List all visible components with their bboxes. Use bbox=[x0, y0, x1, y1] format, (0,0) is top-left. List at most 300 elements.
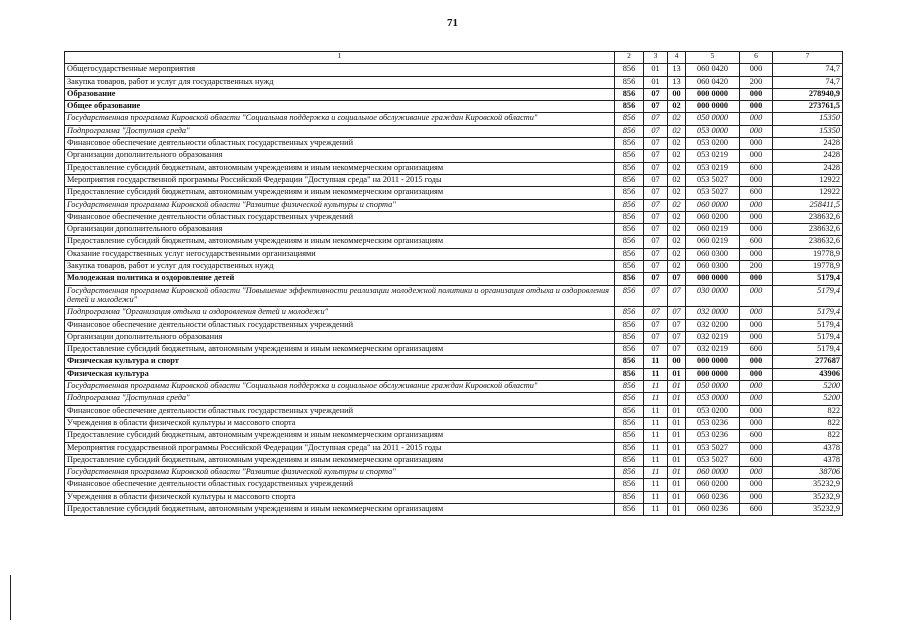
ministry-code-cell: 856 bbox=[615, 211, 644, 223]
ministry-code-cell: 856 bbox=[615, 88, 644, 100]
subsection-code-cell: 02 bbox=[668, 138, 686, 150]
table-row bbox=[65, 199, 843, 211]
section-code-cell: 07 bbox=[644, 211, 668, 223]
expense-name-cell: Подпрограмма "Организация отдыха и оздоровления детей и молодежи" bbox=[65, 307, 615, 319]
section-code-cell: 07 bbox=[644, 125, 668, 137]
target-item-cell: 000 0000 bbox=[686, 101, 740, 113]
subsection-code-cell: 07 bbox=[668, 319, 686, 331]
target-item-cell: 060 0219 bbox=[686, 236, 740, 248]
target-item-cell: 050 0000 bbox=[686, 381, 740, 393]
target-item-cell: 000 0000 bbox=[686, 356, 740, 368]
header-cell: 3 bbox=[644, 52, 668, 64]
subsection-code-cell: 02 bbox=[668, 236, 686, 248]
section-code-cell: 11 bbox=[644, 356, 668, 368]
section-code-cell: 07 bbox=[644, 285, 668, 307]
expense-type-cell: 000 bbox=[740, 331, 773, 343]
expense-name-cell: Финансовое обеспечение деятельности областных государственных учреждений bbox=[65, 211, 615, 223]
amount-cell: 19778,9 bbox=[773, 261, 843, 273]
target-item-cell: 053 0000 bbox=[686, 393, 740, 405]
expense-name-cell: Учреждения в области физической культуры и массового спорта bbox=[65, 491, 615, 503]
target-item-cell: 060 0200 bbox=[686, 479, 740, 491]
expense-name-cell: Физическая культура и спорт bbox=[65, 356, 615, 368]
subsection-code-cell: 00 bbox=[668, 356, 686, 368]
table-row bbox=[65, 479, 843, 491]
section-code-cell: 07 bbox=[644, 273, 668, 285]
amount-cell: 4378 bbox=[773, 442, 843, 454]
target-item-cell: 060 0236 bbox=[686, 491, 740, 503]
amount-cell: 822 bbox=[773, 430, 843, 442]
subsection-code-cell: 02 bbox=[668, 211, 686, 223]
amount-cell: 5179,4 bbox=[773, 285, 843, 307]
amount-cell: 822 bbox=[773, 405, 843, 417]
margin-mark bbox=[10, 575, 11, 620]
target-item-cell: 053 5027 bbox=[686, 454, 740, 466]
expense-name-cell: Финансовое обеспечение деятельности областных государственных учреждений bbox=[65, 138, 615, 150]
target-item-cell: 053 0219 bbox=[686, 162, 740, 174]
expense-type-cell: 200 bbox=[740, 76, 773, 88]
expense-name-cell: Физическая культура bbox=[65, 368, 615, 380]
subsection-code-cell: 00 bbox=[668, 88, 686, 100]
subsection-code-cell: 13 bbox=[668, 76, 686, 88]
expense-name-cell: Государственная программа Кировской области "Социальная поддержка и социальное обслуживание граждан Кировской области" bbox=[65, 381, 615, 393]
amount-cell: 38706 bbox=[773, 467, 843, 479]
target-item-cell: 053 5027 bbox=[686, 174, 740, 186]
subsection-code-cell: 02 bbox=[668, 150, 686, 162]
ministry-code-cell: 856 bbox=[615, 430, 644, 442]
ministry-code-cell: 856 bbox=[615, 162, 644, 174]
section-code-cell: 07 bbox=[644, 199, 668, 211]
expense-type-cell: 000 bbox=[740, 491, 773, 503]
table-row bbox=[65, 356, 843, 368]
subsection-code-cell: 01 bbox=[668, 491, 686, 503]
target-item-cell: 053 0200 bbox=[686, 405, 740, 417]
target-item-cell: 032 0000 bbox=[686, 307, 740, 319]
amount-cell: 35232,9 bbox=[773, 503, 843, 515]
target-item-cell: 032 0219 bbox=[686, 331, 740, 343]
section-code-cell: 07 bbox=[644, 261, 668, 273]
table-row bbox=[65, 381, 843, 393]
amount-cell: 74,7 bbox=[773, 64, 843, 76]
target-item-cell: 000 0000 bbox=[686, 273, 740, 285]
section-code-cell: 07 bbox=[644, 174, 668, 186]
target-item-cell: 060 0000 bbox=[686, 199, 740, 211]
ministry-code-cell: 856 bbox=[615, 491, 644, 503]
expense-type-cell: 600 bbox=[740, 187, 773, 199]
amount-cell: 5179,4 bbox=[773, 307, 843, 319]
expense-name-cell: Предоставление субсидий бюджетным, автономным учреждениям и иным некоммерческим организациям bbox=[65, 187, 615, 199]
amount-cell: 15350 bbox=[773, 125, 843, 137]
section-code-cell: 07 bbox=[644, 150, 668, 162]
ministry-code-cell: 856 bbox=[615, 101, 644, 113]
section-code-cell: 11 bbox=[644, 442, 668, 454]
expense-name-cell: Финансовое обеспечение деятельности областных государственных учреждений bbox=[65, 405, 615, 417]
ministry-code-cell: 856 bbox=[615, 331, 644, 343]
target-item-cell: 053 5027 bbox=[686, 442, 740, 454]
expense-type-cell: 000 bbox=[740, 64, 773, 76]
table-row bbox=[65, 162, 843, 174]
expense-name-cell: Организации дополнительного образования bbox=[65, 331, 615, 343]
table-row bbox=[65, 125, 843, 137]
table-row bbox=[65, 150, 843, 162]
table-row bbox=[65, 174, 843, 186]
table-row bbox=[65, 467, 843, 479]
table-row bbox=[65, 211, 843, 223]
expense-name-cell: Общее образование bbox=[65, 101, 615, 113]
section-code-cell: 11 bbox=[644, 381, 668, 393]
amount-cell: 35232,9 bbox=[773, 491, 843, 503]
expense-type-cell: 000 bbox=[740, 138, 773, 150]
subsection-code-cell: 07 bbox=[668, 344, 686, 356]
amount-cell: 43906 bbox=[773, 368, 843, 380]
expense-name-cell: Государственная программа Кировской области "Повышение эффективности реализации молодежной политики и организация отдыха и оздоровления детей и молодежи" bbox=[65, 285, 615, 307]
header-cell: 4 bbox=[668, 52, 686, 64]
expense-name-cell: Финансовое обеспечение деятельности областных государственных учреждений bbox=[65, 319, 615, 331]
expense-type-cell: 000 bbox=[740, 150, 773, 162]
section-code-cell: 11 bbox=[644, 454, 668, 466]
amount-cell: 822 bbox=[773, 417, 843, 429]
ministry-code-cell: 856 bbox=[615, 174, 644, 186]
expense-name-cell: Предоставление субсидий бюджетным, автономным учреждениям и иным некоммерческим организациям bbox=[65, 503, 615, 515]
table-row bbox=[65, 454, 843, 466]
column-number-header bbox=[65, 52, 843, 64]
amount-cell: 273761,5 bbox=[773, 101, 843, 113]
expense-name-cell: Мероприятия государственной программы Российской Федерации "Доступная среда" на 2011 - 2015 годы bbox=[65, 442, 615, 454]
section-code-cell: 07 bbox=[644, 236, 668, 248]
subsection-code-cell: 02 bbox=[668, 224, 686, 236]
table-row bbox=[65, 344, 843, 356]
ministry-code-cell: 856 bbox=[615, 442, 644, 454]
expense-type-cell: 000 bbox=[740, 285, 773, 307]
section-code-cell: 07 bbox=[644, 331, 668, 343]
amount-cell: 12922 bbox=[773, 187, 843, 199]
expense-type-cell: 000 bbox=[740, 211, 773, 223]
ministry-code-cell: 856 bbox=[615, 467, 644, 479]
expense-type-cell: 000 bbox=[740, 442, 773, 454]
amount-cell: 2428 bbox=[773, 138, 843, 150]
amount-cell: 74,7 bbox=[773, 76, 843, 88]
expense-type-cell: 000 bbox=[740, 479, 773, 491]
table-row bbox=[65, 503, 843, 515]
amount-cell: 5200 bbox=[773, 393, 843, 405]
expense-type-cell: 000 bbox=[740, 467, 773, 479]
ministry-code-cell: 856 bbox=[615, 64, 644, 76]
amount-cell: 277687 bbox=[773, 356, 843, 368]
ministry-code-cell: 856 bbox=[615, 405, 644, 417]
expense-name-cell: Государственная программа Кировской области "Развитие физической культуры и спорта" bbox=[65, 199, 615, 211]
table-row bbox=[65, 224, 843, 236]
expense-type-cell: 600 bbox=[740, 162, 773, 174]
amount-cell: 5200 bbox=[773, 381, 843, 393]
amount-cell: 5179,4 bbox=[773, 331, 843, 343]
expense-type-cell: 000 bbox=[740, 273, 773, 285]
amount-cell: 238632,6 bbox=[773, 224, 843, 236]
expense-type-cell: 000 bbox=[740, 125, 773, 137]
expense-name-cell: Организации дополнительного образования bbox=[65, 224, 615, 236]
amount-cell: 5179,4 bbox=[773, 319, 843, 331]
amount-cell: 5179,4 bbox=[773, 273, 843, 285]
expense-name-cell: Учреждения в области физической культуры и массового спорта bbox=[65, 417, 615, 429]
expense-name-cell: Финансовое обеспечение деятельности областных государственных учреждений bbox=[65, 479, 615, 491]
page-number: 71 bbox=[447, 17, 458, 29]
header-cell: 7 bbox=[773, 52, 843, 64]
target-item-cell: 053 0236 bbox=[686, 430, 740, 442]
target-item-cell: 053 0219 bbox=[686, 150, 740, 162]
target-item-cell: 032 0219 bbox=[686, 344, 740, 356]
subsection-code-cell: 02 bbox=[668, 113, 686, 125]
section-code-cell: 11 bbox=[644, 417, 668, 429]
expense-type-cell: 200 bbox=[740, 261, 773, 273]
section-code-cell: 07 bbox=[644, 162, 668, 174]
table-row bbox=[65, 248, 843, 260]
section-code-cell: 11 bbox=[644, 467, 668, 479]
ministry-code-cell: 856 bbox=[615, 368, 644, 380]
target-item-cell: 000 0000 bbox=[686, 88, 740, 100]
ministry-code-cell: 856 bbox=[615, 479, 644, 491]
expense-type-cell: 600 bbox=[740, 344, 773, 356]
ministry-code-cell: 856 bbox=[615, 273, 644, 285]
target-item-cell: 030 0000 bbox=[686, 285, 740, 307]
expense-name-cell: Предоставление субсидий бюджетным, автономным учреждениям и иным некоммерческим организациям bbox=[65, 162, 615, 174]
subsection-code-cell: 01 bbox=[668, 405, 686, 417]
target-item-cell: 060 0236 bbox=[686, 503, 740, 515]
subsection-code-cell: 01 bbox=[668, 430, 686, 442]
ministry-code-cell: 856 bbox=[615, 285, 644, 307]
expense-name-cell: Молодежная политика и оздоровление детей bbox=[65, 273, 615, 285]
section-code-cell: 01 bbox=[644, 76, 668, 88]
expense-name-cell: Организации дополнительного образования bbox=[65, 150, 615, 162]
expense-type-cell: 000 bbox=[740, 101, 773, 113]
expense-name-cell: Государственная программа Кировской области "Социальная поддержка и социальное обслуживание граждан Кировской области" bbox=[65, 113, 615, 125]
ministry-code-cell: 856 bbox=[615, 248, 644, 260]
subsection-code-cell: 07 bbox=[668, 285, 686, 307]
expense-name-cell: Подпрограмма "Доступная среда" bbox=[65, 125, 615, 137]
section-code-cell: 11 bbox=[644, 405, 668, 417]
expense-type-cell: 600 bbox=[740, 236, 773, 248]
target-item-cell: 060 0300 bbox=[686, 248, 740, 260]
expense-type-cell: 000 bbox=[740, 381, 773, 393]
section-code-cell: 07 bbox=[644, 224, 668, 236]
section-code-cell: 11 bbox=[644, 368, 668, 380]
target-item-cell: 032 0200 bbox=[686, 319, 740, 331]
table-row bbox=[65, 273, 843, 285]
expense-type-cell: 000 bbox=[740, 113, 773, 125]
ministry-code-cell: 856 bbox=[615, 381, 644, 393]
target-item-cell: 060 0219 bbox=[686, 224, 740, 236]
section-code-cell: 07 bbox=[644, 88, 668, 100]
target-item-cell: 053 0000 bbox=[686, 125, 740, 137]
table-row bbox=[65, 76, 843, 88]
target-item-cell: 060 0420 bbox=[686, 64, 740, 76]
subsection-code-cell: 01 bbox=[668, 442, 686, 454]
budget-table bbox=[64, 51, 843, 516]
ministry-code-cell: 856 bbox=[615, 307, 644, 319]
subsection-code-cell: 01 bbox=[668, 503, 686, 515]
table-row bbox=[65, 491, 843, 503]
table-row bbox=[65, 88, 843, 100]
target-item-cell: 060 0200 bbox=[686, 211, 740, 223]
expense-name-cell: Закупка товаров, работ и услуг для государственных нужд bbox=[65, 261, 615, 273]
section-code-cell: 07 bbox=[644, 101, 668, 113]
table-row bbox=[65, 64, 843, 76]
expense-type-cell: 600 bbox=[740, 503, 773, 515]
ministry-code-cell: 856 bbox=[615, 393, 644, 405]
table-row bbox=[65, 430, 843, 442]
subsection-code-cell: 02 bbox=[668, 101, 686, 113]
subsection-code-cell: 02 bbox=[668, 248, 686, 260]
expense-name-cell: Предоставление субсидий бюджетным, автономным учреждениям и иным некоммерческим организациям bbox=[65, 454, 615, 466]
ministry-code-cell: 856 bbox=[615, 319, 644, 331]
target-item-cell: 000 0000 bbox=[686, 368, 740, 380]
ministry-code-cell: 856 bbox=[615, 187, 644, 199]
target-item-cell: 060 0300 bbox=[686, 261, 740, 273]
subsection-code-cell: 02 bbox=[668, 125, 686, 137]
expense-name-cell: Государственная программа Кировской области "Развитие физической культуры и спорта" bbox=[65, 467, 615, 479]
table-row bbox=[65, 187, 843, 199]
subsection-code-cell: 01 bbox=[668, 467, 686, 479]
header-cell: 6 bbox=[740, 52, 773, 64]
table-row bbox=[65, 319, 843, 331]
section-code-cell: 11 bbox=[644, 491, 668, 503]
subsection-code-cell: 02 bbox=[668, 199, 686, 211]
amount-cell: 238632,6 bbox=[773, 236, 843, 248]
section-code-cell: 11 bbox=[644, 503, 668, 515]
table-row bbox=[65, 101, 843, 113]
ministry-code-cell: 856 bbox=[615, 344, 644, 356]
section-code-cell: 07 bbox=[644, 319, 668, 331]
expense-name-cell: Подпрограмма "Доступная среда" bbox=[65, 393, 615, 405]
ministry-code-cell: 856 bbox=[615, 76, 644, 88]
section-code-cell: 11 bbox=[644, 430, 668, 442]
subsection-code-cell: 07 bbox=[668, 273, 686, 285]
section-code-cell: 07 bbox=[644, 344, 668, 356]
table-row bbox=[65, 405, 843, 417]
section-code-cell: 07 bbox=[644, 138, 668, 150]
subsection-code-cell: 07 bbox=[668, 331, 686, 343]
target-item-cell: 050 0000 bbox=[686, 113, 740, 125]
target-item-cell: 053 0200 bbox=[686, 138, 740, 150]
amount-cell: 5179,4 bbox=[773, 344, 843, 356]
ministry-code-cell: 856 bbox=[615, 199, 644, 211]
expense-type-cell: 000 bbox=[740, 88, 773, 100]
expense-name-cell: Закупка товаров, работ и услуг для государственных нужд bbox=[65, 76, 615, 88]
table-row bbox=[65, 442, 843, 454]
expense-name-cell: Общегосударственные мероприятия bbox=[65, 64, 615, 76]
expense-name-cell: Предоставление субсидий бюджетным, автономным учреждениям и иным некоммерческим организациям bbox=[65, 344, 615, 356]
expense-name-cell: Оказание государственных услуг негосударственными организациями bbox=[65, 248, 615, 260]
subsection-code-cell: 02 bbox=[668, 261, 686, 273]
amount-cell: 35232,9 bbox=[773, 479, 843, 491]
target-item-cell: 060 0420 bbox=[686, 76, 740, 88]
table-row bbox=[65, 417, 843, 429]
expense-type-cell: 000 bbox=[740, 174, 773, 186]
expense-type-cell: 000 bbox=[740, 248, 773, 260]
table-row bbox=[65, 285, 843, 307]
ministry-code-cell: 856 bbox=[615, 454, 644, 466]
expense-name-cell: Образование bbox=[65, 88, 615, 100]
subsection-code-cell: 13 bbox=[668, 64, 686, 76]
expense-type-cell: 000 bbox=[740, 405, 773, 417]
header-cell: 5 bbox=[686, 52, 740, 64]
table-row bbox=[65, 113, 843, 125]
subsection-code-cell: 07 bbox=[668, 307, 686, 319]
table-row bbox=[65, 331, 843, 343]
target-item-cell: 053 0236 bbox=[686, 417, 740, 429]
table-row bbox=[65, 138, 843, 150]
expense-type-cell: 000 bbox=[740, 356, 773, 368]
ministry-code-cell: 856 bbox=[615, 224, 644, 236]
amount-cell: 12922 bbox=[773, 174, 843, 186]
subsection-code-cell: 01 bbox=[668, 393, 686, 405]
expense-type-cell: 000 bbox=[740, 319, 773, 331]
expense-type-cell: 000 bbox=[740, 224, 773, 236]
amount-cell: 278940,9 bbox=[773, 88, 843, 100]
amount-cell: 19778,9 bbox=[773, 248, 843, 260]
target-item-cell: 060 0000 bbox=[686, 467, 740, 479]
target-item-cell: 053 5027 bbox=[686, 187, 740, 199]
section-code-cell: 07 bbox=[644, 248, 668, 260]
ministry-code-cell: 856 bbox=[615, 150, 644, 162]
ministry-code-cell: 856 bbox=[615, 138, 644, 150]
expense-type-cell: 600 bbox=[740, 430, 773, 442]
amount-cell: 4378 bbox=[773, 454, 843, 466]
section-code-cell: 07 bbox=[644, 113, 668, 125]
expense-type-cell: 000 bbox=[740, 368, 773, 380]
amount-cell: 15350 bbox=[773, 113, 843, 125]
subsection-code-cell: 01 bbox=[668, 417, 686, 429]
table-row bbox=[65, 261, 843, 273]
table-row bbox=[65, 236, 843, 248]
ministry-code-cell: 856 bbox=[615, 417, 644, 429]
ministry-code-cell: 856 bbox=[615, 261, 644, 273]
table-row bbox=[65, 393, 843, 405]
subsection-code-cell: 02 bbox=[668, 162, 686, 174]
amount-cell: 238632,6 bbox=[773, 211, 843, 223]
expense-type-cell: 000 bbox=[740, 417, 773, 429]
amount-cell: 2428 bbox=[773, 162, 843, 174]
subsection-code-cell: 01 bbox=[668, 454, 686, 466]
subsection-code-cell: 02 bbox=[668, 187, 686, 199]
expense-name-cell: Предоставление субсидий бюджетным, автономным учреждениям и иным некоммерческим организациям bbox=[65, 430, 615, 442]
expense-type-cell: 000 bbox=[740, 199, 773, 211]
ministry-code-cell: 856 bbox=[615, 503, 644, 515]
amount-cell: 258411,5 bbox=[773, 199, 843, 211]
amount-cell: 2428 bbox=[773, 150, 843, 162]
header-cell: 1 bbox=[65, 52, 615, 64]
subsection-code-cell: 02 bbox=[668, 174, 686, 186]
section-code-cell: 07 bbox=[644, 307, 668, 319]
section-code-cell: 11 bbox=[644, 393, 668, 405]
section-code-cell: 01 bbox=[644, 64, 668, 76]
expense-type-cell: 000 bbox=[740, 393, 773, 405]
expense-type-cell: 600 bbox=[740, 454, 773, 466]
ministry-code-cell: 856 bbox=[615, 125, 644, 137]
ministry-code-cell: 856 bbox=[615, 356, 644, 368]
ministry-code-cell: 856 bbox=[615, 113, 644, 125]
expense-name-cell: Предоставление субсидий бюджетным, автономным учреждениям и иным некоммерческим организациям bbox=[65, 236, 615, 248]
subsection-code-cell: 01 bbox=[668, 381, 686, 393]
header-cell: 2 bbox=[615, 52, 644, 64]
expense-name-cell: Мероприятия государственной программы Российской Федерации "Доступная среда" на 2011 - 2015 годы bbox=[65, 174, 615, 186]
section-code-cell: 07 bbox=[644, 187, 668, 199]
expense-type-cell: 000 bbox=[740, 307, 773, 319]
subsection-code-cell: 01 bbox=[668, 479, 686, 491]
section-code-cell: 11 bbox=[644, 479, 668, 491]
subsection-code-cell: 01 bbox=[668, 368, 686, 380]
ministry-code-cell: 856 bbox=[615, 236, 644, 248]
table-row bbox=[65, 307, 843, 319]
table-row bbox=[65, 368, 843, 380]
table-body bbox=[65, 52, 843, 516]
